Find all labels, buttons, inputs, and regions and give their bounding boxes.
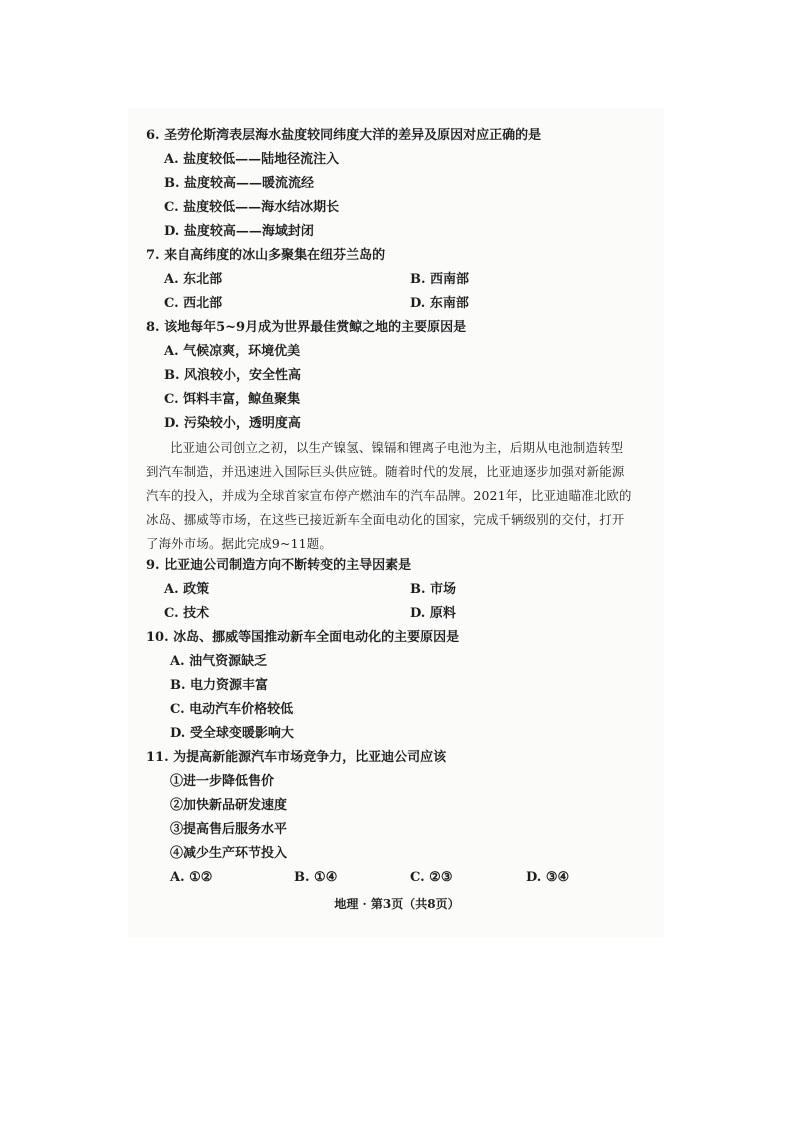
q8-option-a: A. 气候凉爽，环境优美 [164, 344, 301, 359]
q7-option-d: D. 东南部 [410, 296, 469, 311]
passage-line-4: 冰岛、挪威等市场，在这些已接近新车全面电动化的国家，完成千辆级别的交付，打开 [146, 512, 625, 527]
passage-line-2: 到汽车制造，并迅速进入国际巨头供应链。随着时代的发展，比亚迪逐步加强对新能源 [146, 464, 625, 479]
q8-stem: 8. 该地每年5~9月成为世界最佳赏鲸之地的主要原因是 [146, 320, 467, 335]
q11-option-b: B. ①④ [294, 870, 338, 885]
q6-option-b: B. 盐度较高——暖流流经 [164, 176, 315, 191]
q11-item-2: ②加快新品研发速度 [170, 798, 288, 813]
q11-option-c: C. ②③ [410, 870, 453, 885]
q11-item-1: ①进一步降低售价 [170, 774, 275, 789]
q9-option-a: A. 政策 [164, 582, 210, 597]
q11-stem: 11. 为提高新能源汽车市场竞争力，比亚迪公司应该 [146, 750, 447, 765]
q10-option-c: C. 电动汽车价格较低 [170, 702, 294, 717]
passage-line-1: 比亚迪公司创立之初，以生产镍氢、镍镉和锂离子电池为主，后期从电池制造转型 [170, 440, 624, 455]
q9-stem: 9. 比亚迪公司制造方向不断转变的主导因素是 [146, 558, 412, 573]
q11-item-3: ③提高售后服务水平 [170, 822, 288, 837]
passage-line-5: 了海外市场。据此完成9~11题。 [146, 536, 332, 551]
q6-stem: 6. 圣劳伦斯湾表层海水盐度较同纬度大洋的差异及原因对应正确的是 [146, 128, 542, 143]
q6-option-a: A. 盐度较低——陆地径流注入 [164, 152, 340, 167]
q6-option-c: C. 盐度较低——海水结冰期长 [164, 200, 340, 215]
q9-option-c: C. 技术 [164, 606, 210, 621]
q9-option-b: B. 市场 [410, 582, 457, 597]
q8-option-c: C. 饵料丰富，鲸鱼聚集 [164, 392, 301, 407]
q10-stem: 10. 冰岛、挪威等国推动新车全面电动化的主要原因是 [146, 630, 460, 645]
q10-option-d: D. 受全球变暖影响大 [170, 726, 294, 741]
q8-option-b: B. 风浪较小，安全性高 [164, 368, 302, 383]
q7-stem: 7. 来自高纬度的冰山多聚集在纽芬兰岛的 [146, 248, 386, 263]
q11-option-d: D. ③④ [526, 870, 570, 885]
q7-option-c: C. 西北部 [164, 296, 223, 311]
q6-option-d: D. 盐度较高——海域封闭 [164, 224, 314, 239]
q11-item-4: ④减少生产环节投入 [170, 846, 288, 861]
q11-option-a: A. ①② [170, 870, 213, 885]
q7-option-a: A. 东北部 [164, 272, 223, 287]
page-footer: 地理 · 第3页（共8页） [334, 897, 460, 911]
q9-option-d: D. 原料 [410, 606, 456, 621]
q10-option-b: B. 电力资源丰富 [170, 678, 269, 693]
q8-option-d: D. 污染较小，透明度高 [164, 416, 301, 431]
q7-option-b: B. 西南部 [410, 272, 470, 287]
q10-option-a: A. 油气资源缺乏 [170, 654, 268, 669]
passage-line-3: 汽车的投入，并成为全球首家宣布停产燃油车的汽车品牌。2021年，比亚迪瞄准北欧的 [146, 488, 632, 503]
